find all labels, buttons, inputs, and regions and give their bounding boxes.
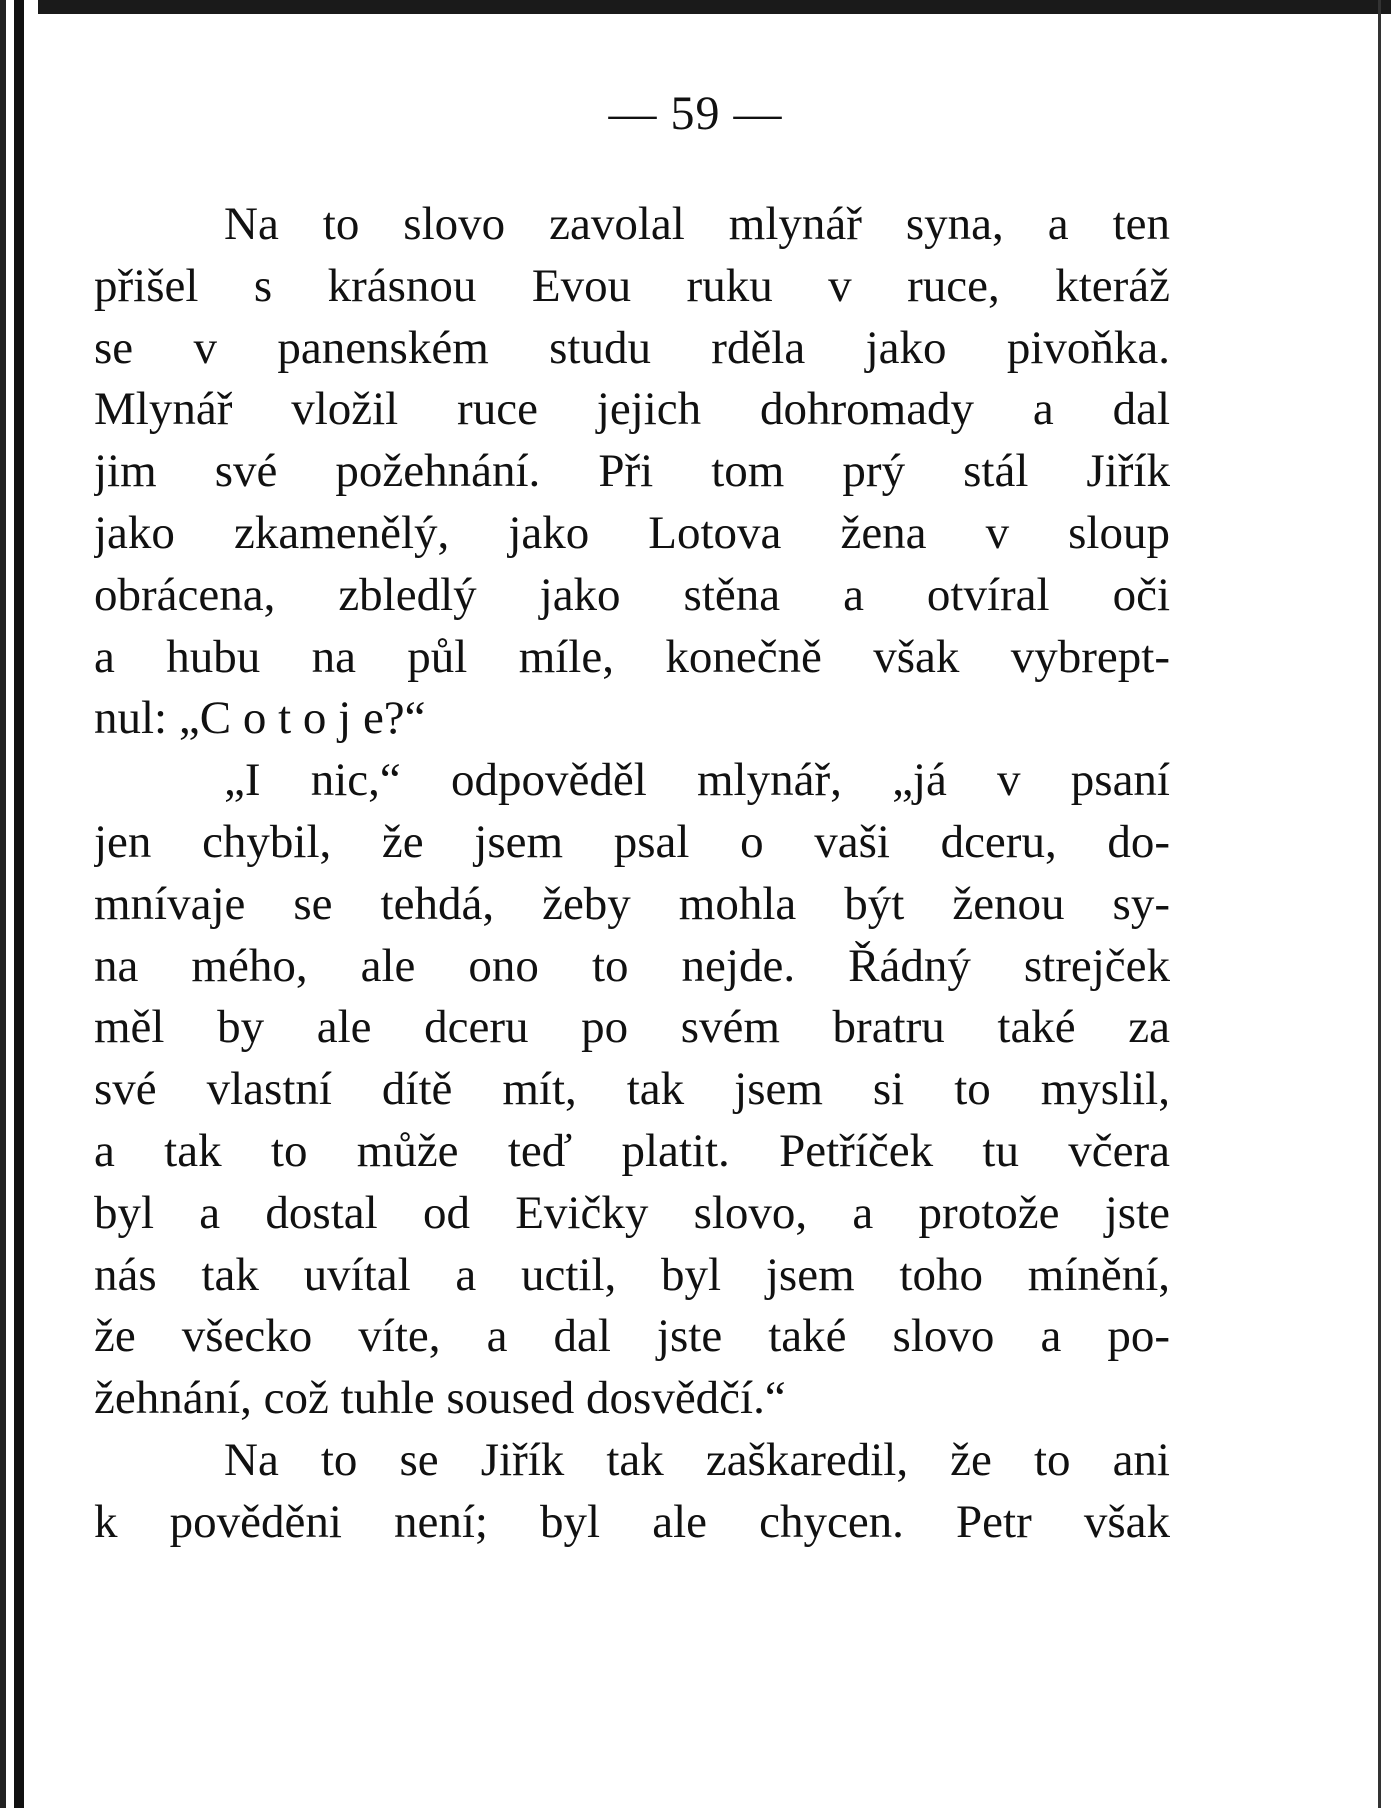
text-line: a hubu na půl míle, konečně však vybrept- <box>94 630 1170 683</box>
text-line: žehnání, což tuhle soused dosvědčí.“ <box>94 1372 786 1425</box>
page-number: — 59 — <box>608 87 783 140</box>
text-line: obrácena, zbledlý jako stěna a otvíral oči <box>94 568 1170 621</box>
text-line: Mlynář vložil ruce jejich dohromady a dal <box>94 383 1170 436</box>
text-line: nás tak uvítal a uctil, byl jsem toho mínění, <box>94 1248 1170 1301</box>
text-line: Na to se Jiřík tak zaškaredil, že to ani <box>224 1433 1170 1486</box>
text-line: přišel s krásnou Evou ruku v ruce, kteráž <box>94 259 1170 312</box>
binding-line <box>14 0 24 1808</box>
text-line: nul: „C o t o j e?“ <box>94 692 426 745</box>
text-line: jim své požehnání. Při tom prý stál Jiřík <box>94 445 1170 498</box>
text-line: jako zkamenělý, jako Lotova žena v sloup <box>94 506 1170 559</box>
scan-binding-edge <box>0 0 38 1808</box>
text-line: na mého, ale ono to nejde. Řádný strejček <box>94 939 1170 992</box>
scan-top-edge <box>0 0 1391 14</box>
text-line: že všecko víte, a dal jste také slovo a po- <box>94 1310 1170 1363</box>
text-line: mnívaje se tehdá, žeby mohla být ženou sy- <box>94 877 1170 930</box>
binding-shadow <box>0 0 6 1808</box>
body-text <box>94 194 1170 1554</box>
text-line: jen chybil, že jsem psal o vaši dceru, do- <box>94 815 1170 868</box>
text-line: a tak to může teď platit. Petříček tu včera <box>94 1124 1170 1177</box>
text-line: se v panenském studu rděla jako pivoňka. <box>94 321 1170 374</box>
text-line: byl a dostal od Evičky slovo, a protože jste <box>94 1186 1170 1239</box>
text-line: „I nic,“ odpověděl mlynář, „já v psaní <box>224 754 1170 807</box>
scan-right-edge <box>1378 0 1381 1808</box>
text-line: měl by ale dceru po svém bratru také za <box>94 1001 1170 1054</box>
text-line: Na to slovo zavolal mlynář syna, a ten <box>224 198 1170 250</box>
text-line: k pověděni není; byl ale chycen. Petr však <box>94 1495 1170 1548</box>
text-line: své vlastní dítě mít, tak jsem si to myslil, <box>94 1063 1170 1116</box>
